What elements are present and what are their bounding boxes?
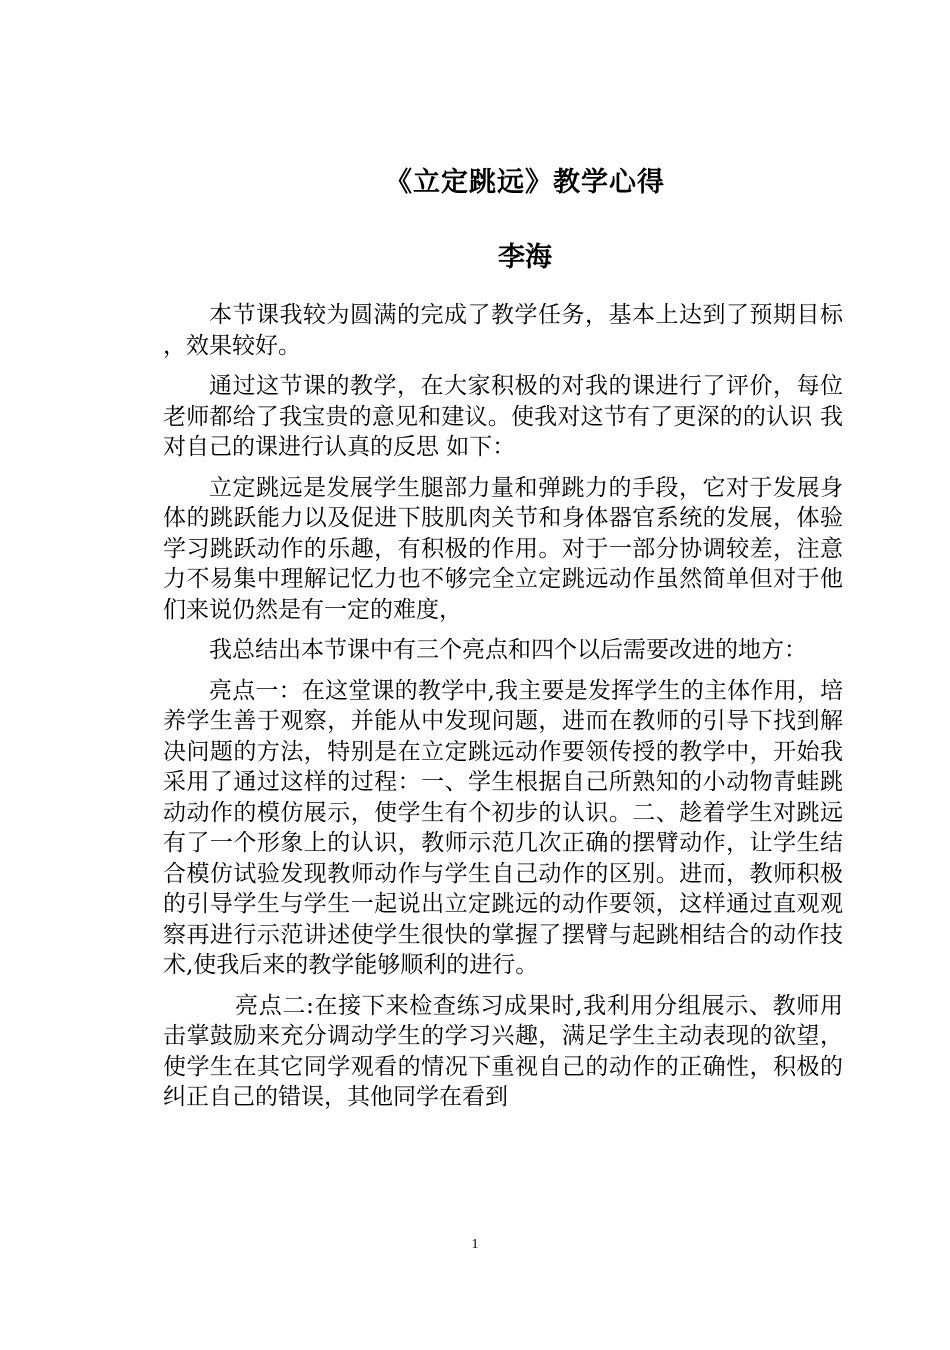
paragraph-standing-jump: 立定跳远是发展学生腿部力量和弹跳力的手段，它对于发展身体的跳跃能力以及促进下肢肌肉关节和身体器官系统的发展，体验学习跳跃动作的乐趣，有积极的作用。对于一部分协调较差，注意力不易集中理解记忆力也不够完全立定跳远动作虽然简单但对于他们来说仍然是有一定的难度，: [163, 474, 843, 623]
paragraph-reflection: 通过这节课的教学，在大家积极的对我的课进行了评价，每位老师都给了我宝贵的意见和建议。使我对这节有了更深的的认识 我对自己的课进行认真的反思 如下：: [163, 373, 843, 460]
paragraph-highlight-two: 亮点二:在接下来检查练习成果时,我利用分组展示、教师用击掌鼓励来充分调动学生的学习兴趣，满足学生主动表现的欲望，使学生在其它同学观看的情况下重视自己的动作的正确性，积极的纠正自己的错误，其他同学在看到: [163, 992, 843, 1110]
paragraph-highlight-one: 亮点一：在这堂课的教学中,我主要是发挥学生的主体作用，培养学生善于观察，并能从中发现问题，进而在教师的引导下找到解决问题的方法，特别是在立定跳远动作要领传授的教学中，开始我采用了通过这样的过程：一、学生根据自己所熟知的小动物青蛙跳动动作的模仿展示，使学生有个初步的认识。二、趁着学生对跳远有了一个形象上的认识，教师示范几次正确的摆臂动作，让学生结合模仿试验发现教师动作与学生自己动作的区别。进而，教师积极的引导学生与学生一起说出立定跳远的动作要领，这样通过直观观察再进行示范讲述使学生很快的掌握了摆臂与起跳相结合的动作技术,使我后来的教学能够顺利的进行。: [163, 677, 843, 978]
document-title: 《立定跳远》教学心得: [385, 167, 665, 198]
paragraph-summary: 我总结出本节课中有三个亮点和四个以后需要改进的地方：: [209, 637, 807, 663]
document-author: 李海: [498, 242, 552, 273]
document-body: [163, 300, 843, 1123]
page-number: 1: [471, 1237, 479, 1252]
paragraph-intro: 本节课我较为圆满的完成了教学任务，基本上达到了预期目标 ，效果较好。: [163, 302, 843, 359]
